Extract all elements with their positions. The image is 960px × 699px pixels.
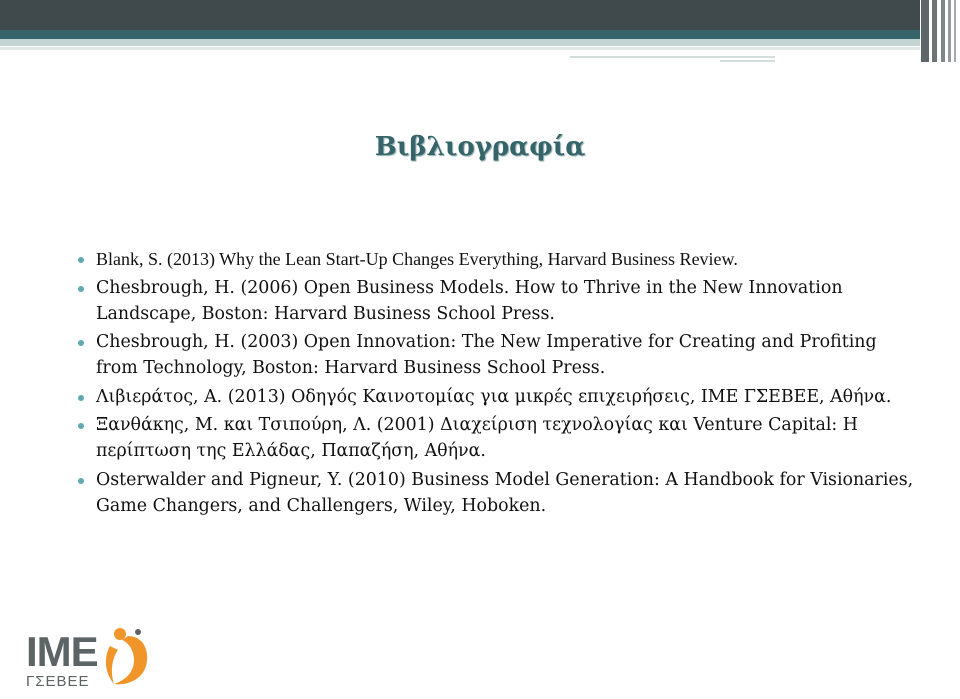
logo-sub-text: ΓΣΕΒΕΕ <box>26 673 90 690</box>
header-accent-line-short <box>720 60 775 62</box>
reference-list <box>77 246 917 521</box>
reference-item: Λιβιεράτος, Α. (2013) Οδηγός Καινοτομίας για μικρές επιχειρήσεις, ΙΜΕ ΓΣΕΒΕΕ, Αθήνα. <box>77 384 917 410</box>
header-band-dark <box>0 0 920 30</box>
reference-item: Osterwalder and Pigneur, Y. (2010) Business Model Generation: A Handbook for Visionaries, Game Changers, and Challengers, Wiley, Hoboken. <box>77 467 917 519</box>
logo-main-text: ΙΜΕ <box>26 628 98 675</box>
reference-item: Ξανθάκης, Μ. και Τσιπούρη, Λ. (2001) Διαχείριση τεχνολογίας και Venture Capital: Η περίπτωση της Ελλάδας, Παπαζήση, Αθήνα. <box>77 412 917 464</box>
reference-item: Chesbrough, H. (2003) Open Innovation: The New Imperative for Creating and Profiting from Technology, Boston: Harvard Business School Press. <box>77 329 917 381</box>
header-decoration <box>0 0 960 62</box>
slide-title: Βιβλιογραφία <box>374 132 586 162</box>
header-band-light <box>0 39 920 46</box>
reference-item: Chesbrough, H. (2006) Open Business Models. How to Thrive in the New Innovation Landscape, Boston: Harvard Business School Press. <box>77 275 917 327</box>
header-accent-line <box>570 56 775 58</box>
corner-stripes-decoration <box>920 0 960 62</box>
ime-gsevee-logo <box>22 626 152 692</box>
header-band-teal <box>0 30 920 39</box>
header-band-thin <box>0 47 920 50</box>
orange-figure-icon <box>100 626 152 690</box>
reference-item: Blank, S. (2013) Why the Lean Start-Up Changes Everything, Harvard Business Review. <box>77 246 917 272</box>
